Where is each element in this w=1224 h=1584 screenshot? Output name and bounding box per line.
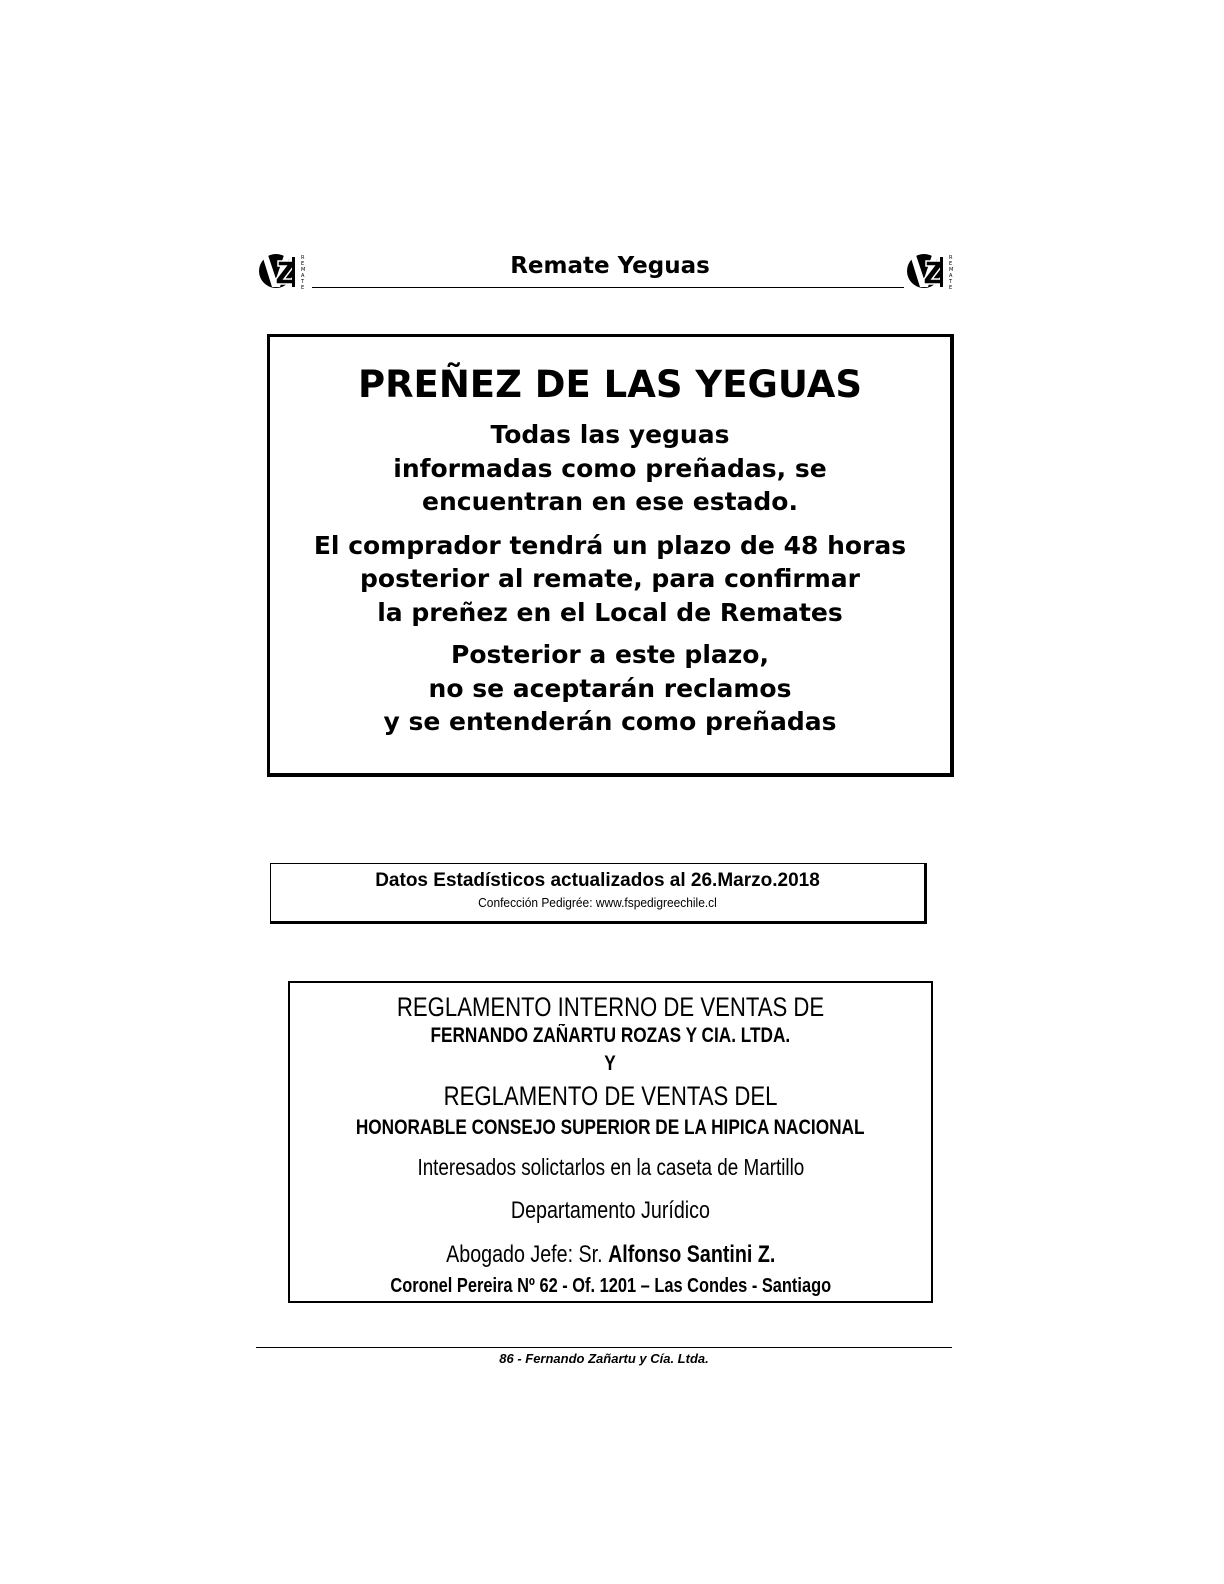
stats-updated-text: Datos Estadísticos actualizados al 26.Marzo.2018 [375,870,820,891]
rules-heading-internal: REGLAMENTO INTERNO DE VENTAS DE [396,992,825,1022]
header-divider [312,287,904,288]
legal-department-heading: Departamento Jurídico [510,1197,711,1224]
pregnancy-notice-box [267,334,954,777]
svg-text:A: A [301,273,305,279]
notice-line: posterior al remate, para confirmar [360,564,860,593]
svg-text:R: R [301,255,305,261]
notice-paragraph-1 [270,418,950,519]
svg-text:E: E [949,261,953,267]
notice-line: y se entenderán como preñadas [383,707,837,736]
company-name: FERNANDO ZAÑARTU ROZAS Y CIA. LTDA. [430,1024,791,1047]
notice-paragraph-2 [270,529,950,630]
svg-text:T: T [949,279,953,285]
notice-line: la preñez en el Local de Remates [377,597,843,627]
svg-text:M: M [949,267,954,273]
svg-text:E: E [949,285,953,291]
notice-line: no se aceptarán reclamos [428,673,792,703]
page-header-title: Remate Yeguas [510,253,710,279]
fz-remates-logo-icon [256,249,310,293]
svg-text:M: M [301,267,306,273]
notice-title: PREÑEZ DE LAS YEGUAS [357,363,863,406]
svg-text:A: A [949,273,953,279]
chief-lawyer-name: Alfonso Santini Z. [607,1241,776,1268]
rules-heading-council: REGLAMENTO DE VENTAS DEL [443,1081,778,1111]
office-address: Coronel Pereira Nº 62 - Of. 1201 – Las Condes - Santiago [390,1275,831,1297]
notice-line: encuentran en ese estado. [422,487,798,516]
notice-line: informadas como preñadas, se [393,453,827,483]
notice-line: Posterior a este plazo, [451,640,769,669]
page-footer: 86 - Fernando Zañartu y Cía. Ltda. [499,1351,709,1366]
svg-text:T: T [301,279,305,285]
notice-line: Todas las yeguas [490,420,730,449]
council-name: HONORABLE CONSEJO SUPERIOR DE LA HIPICA NACIONAL [356,1116,865,1139]
notice-line: El comprador tendrá un plazo de 48 horas [313,530,907,560]
fz-remates-logo-icon [904,249,958,293]
chief-lawyer-line [446,1240,775,1270]
sales-rules-box [288,981,933,1303]
svg-text:E: E [301,285,305,291]
pedigree-credit-text: Confección Pedigrée: www.fspedigreechile.cl [478,895,717,910]
footer-divider [256,1347,952,1348]
svg-text:E: E [301,261,305,267]
svg-text:R: R [949,255,953,261]
notice-paragraph-3 [270,638,950,739]
rules-conjunction: Y [604,1052,617,1075]
request-instructions: Interesados solictarlos en la caseta de Martillo [417,1154,804,1180]
statistics-info-box [270,863,927,924]
chief-lawyer-label: Abogado Jefe: Sr. [445,1241,608,1268]
